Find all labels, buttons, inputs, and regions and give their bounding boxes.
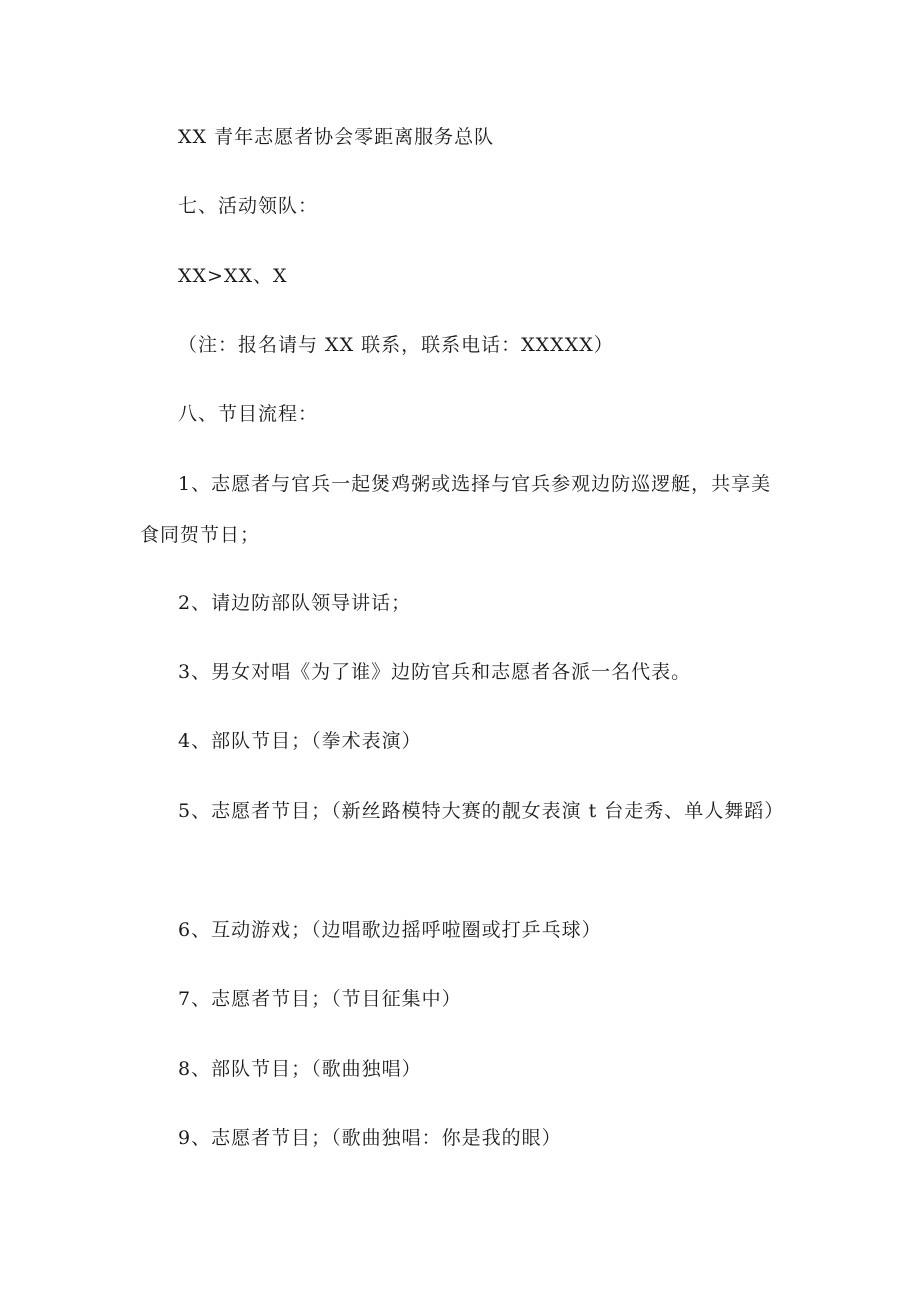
paragraph-item-2: 2、请边防部队领导讲话； [178,592,412,614]
paragraph-item-8: 8、部队节目；（歌曲独唱） [178,1058,422,1080]
paragraph-item-4: 4、部队节目；（拳术表演） [178,730,422,752]
paragraph-leaders-heading: 七、活动领队： [178,195,319,217]
paragraph-item-5: 5、志愿者节目；（新丝路模特大赛的靓女表演 t 台走秀、单人舞蹈） [178,800,785,822]
paragraph-item-9: 9、志愿者节目；（歌曲独唱：你是我的眼） [178,1127,562,1149]
paragraph-contact-note: （注：报名请与 XX 联系，联系电话：XXXXX） [178,334,614,356]
paragraph-item-7: 7、志愿者节目；（节目征集中） [178,988,462,1010]
paragraph-item-3: 3、男女对唱《为了谁》边防官兵和志愿者各派一名代表。 [178,661,692,683]
paragraph-item-1: 1、志愿者与官兵一起煲鸡粥或选择与官兵参观边防巡逻艇，共享美食同贺节日； [140,473,772,546]
paragraph-leaders: XX>XX、X [178,265,288,287]
paragraph-program-heading: 八、节目流程： [178,403,319,425]
paragraph-organization: XX 青年志愿者协会零距离服务总队 [178,126,495,148]
paragraph-item-6: 6、互动游戏；（边唱歌边摇呼啦圈或打乒乓球） [178,919,602,941]
